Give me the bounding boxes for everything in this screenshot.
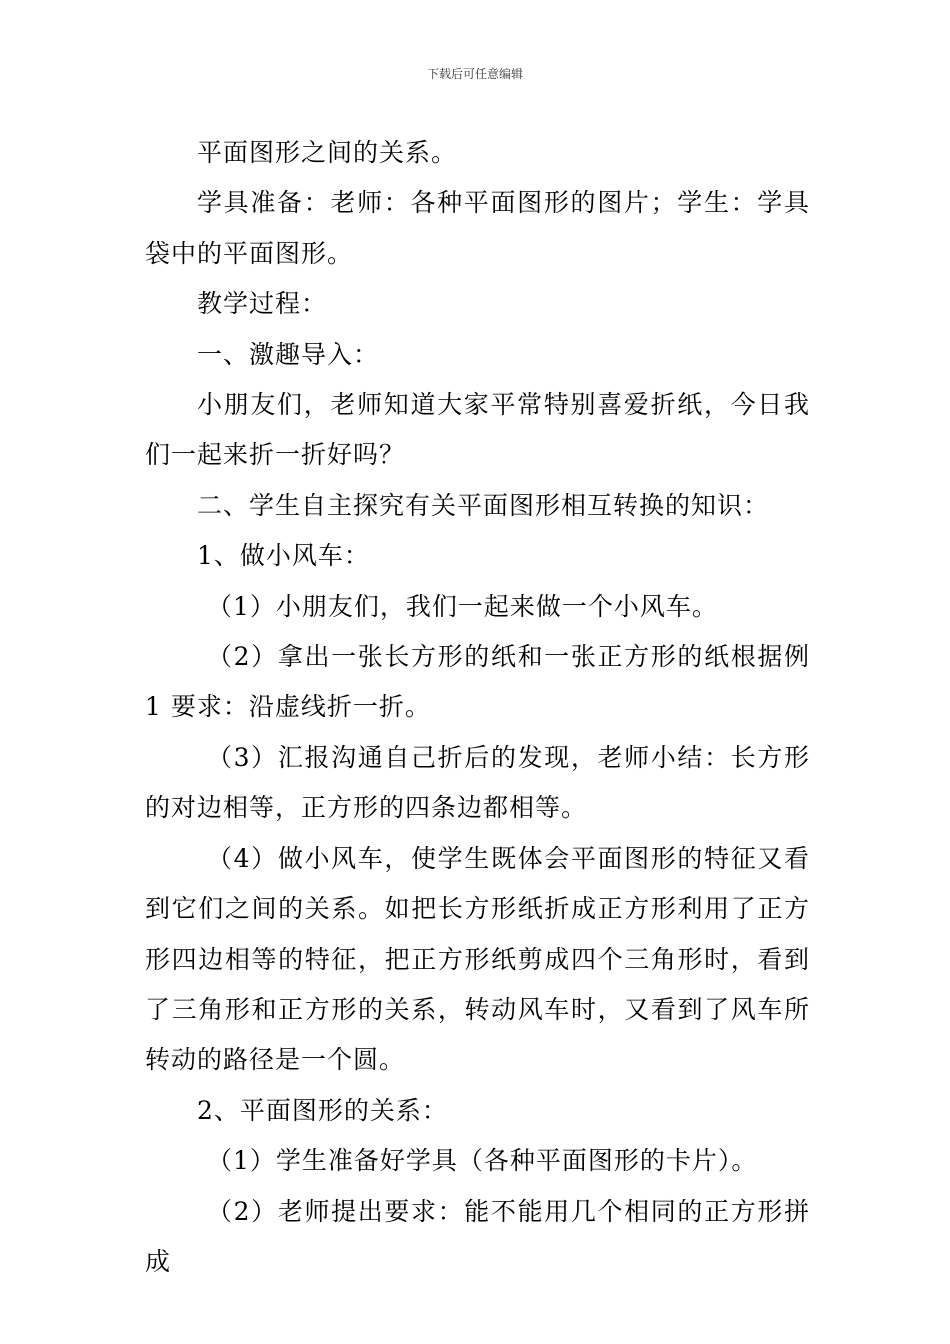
- paragraph: 小朋友们，老师知道大家平常特别喜爱折纸，今日我们一起来折一折好吗？: [145, 390, 810, 470]
- page-header: 下载后可任意编辑: [426, 67, 523, 81]
- paragraph: （4）做小风车，使学生既体会平面图形的特征又看到它们之间的关系。如把长方形纸折成正方形利用了正方形四边相等的特征，把正方形纸剪成四个三角形时，看到了三角形和正方形的关系，转动风车时，又看到了风车所转动的路径是一个圆。: [145, 843, 810, 1075]
- paragraph: 平面图形之间的关系。: [197, 138, 458, 167]
- paragraph: 一、激趣导入：: [197, 339, 380, 369]
- paragraph: 教学过程：: [197, 289, 328, 319]
- paragraph: 2、平面图形的关系：: [197, 1095, 448, 1125]
- paragraph: 二、学生自主探究有关平面图形相互转换的知识：: [197, 490, 770, 520]
- paragraph: （2）老师提出要求：能不能用几个相同的正方形拼成: [145, 1196, 810, 1276]
- paragraph: 1、做小风车：: [197, 541, 370, 571]
- paragraph: 学具准备：老师：各种平面图形的图片；学生：学具袋中的平面图形。: [145, 188, 810, 268]
- paragraph: （1）学生准备好学具（各种平面图形的卡片）。: [207, 1146, 758, 1176]
- paragraph: （2）拿出一张长方形的纸和一张正方形的纸根据例 1 要求：沿虚线折一折。: [145, 642, 810, 722]
- paragraph: （3）汇报沟通自己折后的发现，老师小结：长方形的对边相等，正方形的四条边都相等。: [145, 742, 810, 823]
- paragraph: （1）小朋友们，我们一起来做一个小风车。: [207, 591, 718, 621]
- document-body: [145, 128, 810, 1287]
